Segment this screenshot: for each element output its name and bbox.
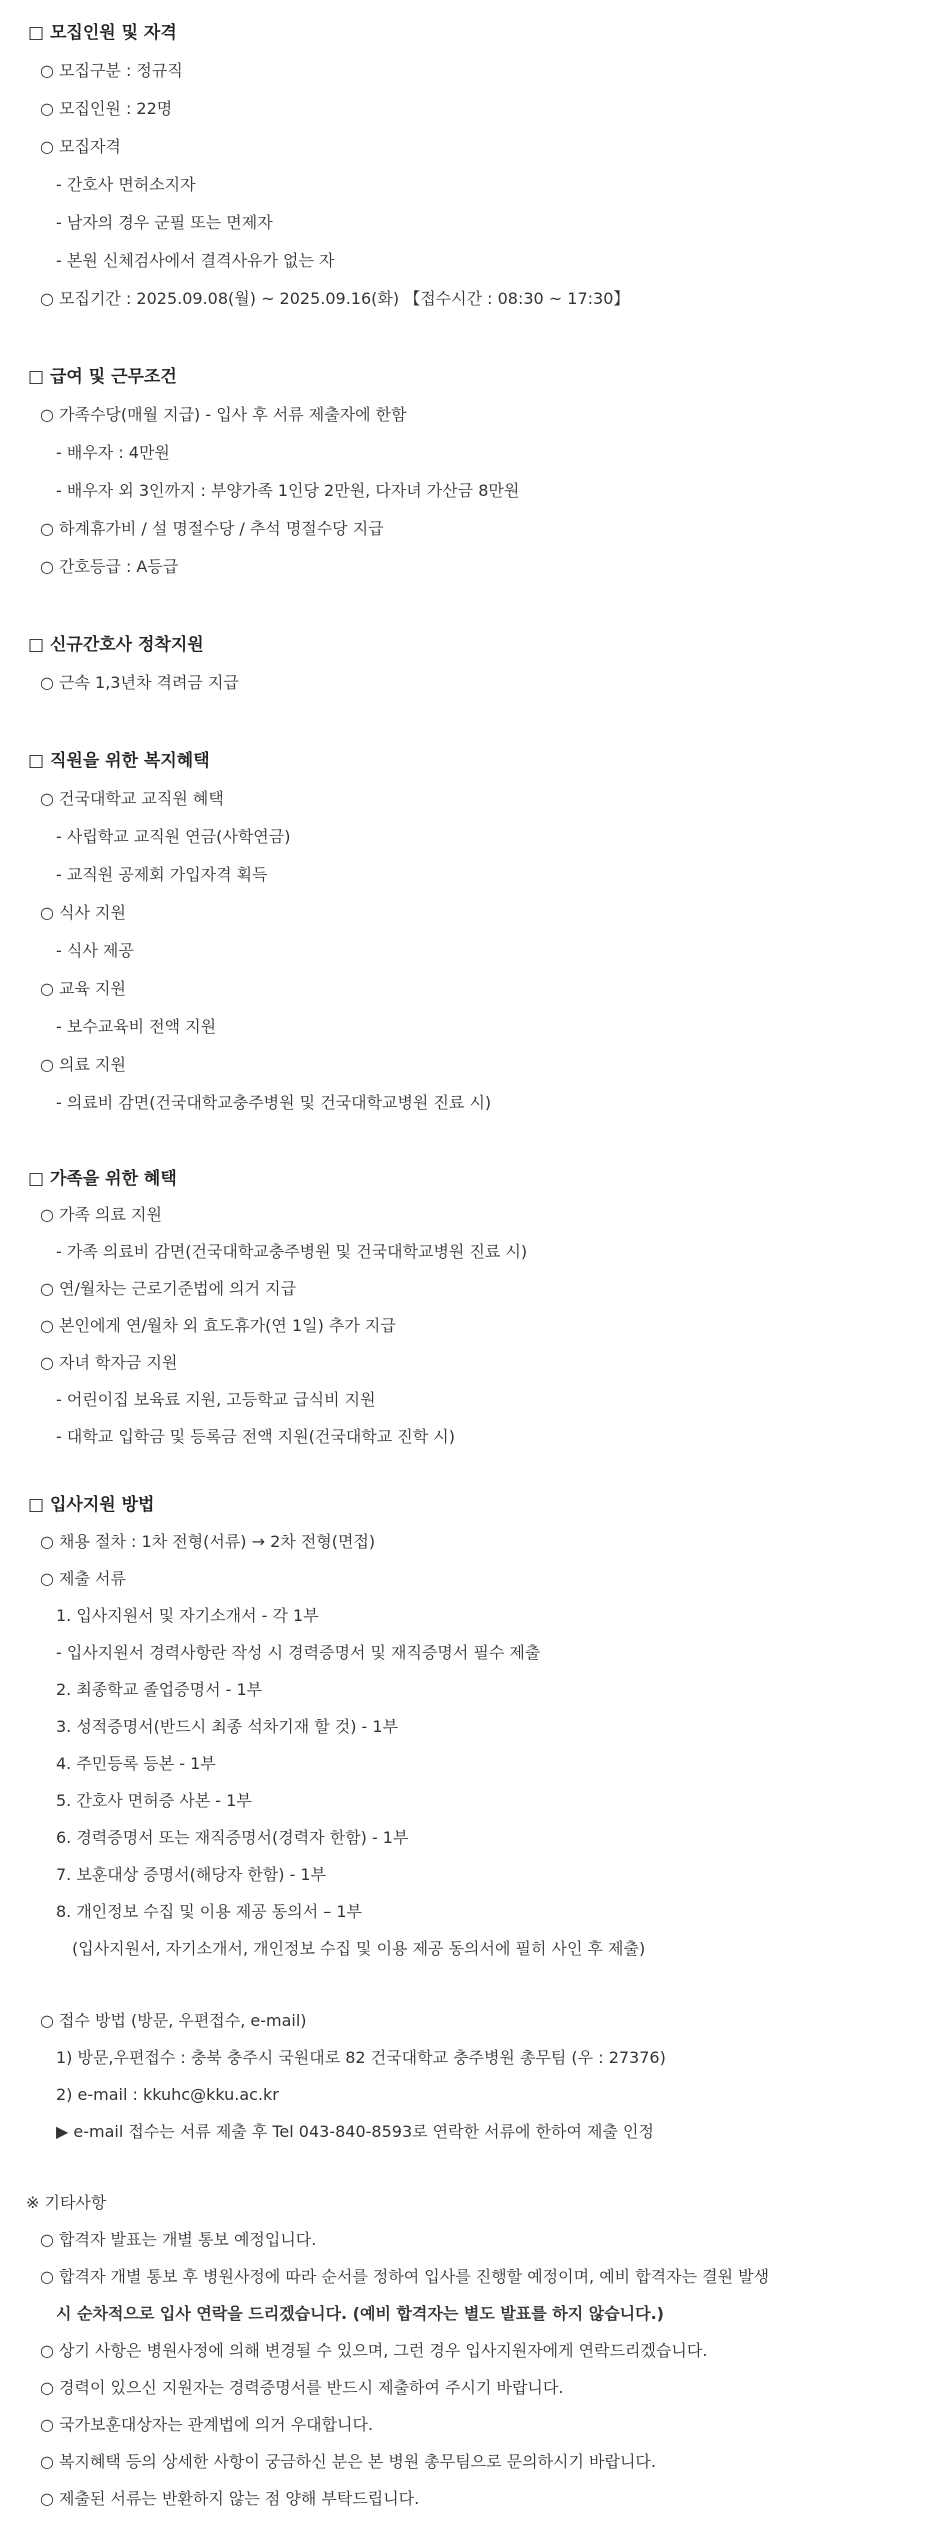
family-leave: ○ 본인에게 연/월차 외 효도휴가(연 1일) 추가 지급 [40, 1316, 396, 1335]
etc-item: ○ 국가보훈대상자는 관계법에 의거 우대합니다. [40, 2415, 374, 2434]
family-allowance: ○ 가족수당(매월 지급) - 입사 후 서류 제출자에 한함 [40, 405, 407, 424]
welfare-item: - 식사 제공 [56, 941, 134, 960]
document-item: 4. 주민등록 등본 - 1부 [56, 1754, 216, 1773]
section-title-new-nurse: □ 신규간호사 정착지원 [28, 635, 204, 655]
recruit-period: ○ 모집기간 : 2025.09.08(월) ~ 2025.09.16(화) 【접수시간 : 08:30 ~ 17:30】 [40, 289, 630, 308]
service-incentive: ○ 근속 1,3년차 격려금 지급 [40, 673, 239, 692]
dependents-allowance: - 배우자 외 3인까지 : 부양가족 1인당 2만원, 다자녀 가산금 8만원 [56, 481, 520, 500]
welfare-univ-title: ○ 건국대학교 교직원 혜택 [40, 789, 224, 808]
qualification-title: ○ 모집자격 [40, 137, 121, 156]
etc-item: ○ 상기 사항은 병원사정에 의해 변경될 수 있으며, 그런 경우 입사지원자에게 연락드리겠습니다. [40, 2341, 708, 2360]
document-note: - 입사지원서 경력사항란 작성 시 경력증명서 및 재직증명서 필수 제출 [56, 1643, 541, 1662]
etc-item: ○ 경력이 있으신 지원자는 경력증명서를 반드시 제출하여 주시기 바랍니다. [40, 2378, 564, 2397]
section-title-family: □ 가족을 위한 혜택 [28, 1169, 177, 1189]
section-title-etc: ※ 기타사항 [26, 2193, 107, 2212]
document-item: 2. 최종학교 졸업증명서 - 1부 [56, 1680, 263, 1699]
qualification-item: - 간호사 면허소지자 [56, 175, 196, 194]
recruit-count: ○ 모집인원 : 22명 [40, 99, 173, 118]
documents-title: ○ 제출 서류 [40, 1569, 126, 1588]
spouse-allowance: - 배우자 : 4만원 [56, 443, 170, 462]
welfare-item: - 교직원 공제회 가입자격 획득 [56, 865, 268, 884]
section-title-recruitment: □ 모집인원 및 자격 [28, 23, 177, 43]
holiday-allowance: ○ 하계휴가비 / 설 명절수당 / 추석 명절수당 지급 [40, 519, 384, 538]
family-item: - 어린이집 보육료 지원, 고등학교 급식비 지원 [56, 1390, 376, 1409]
family-leave: ○ 연/월차는 근로기준법에 의거 지급 [40, 1279, 297, 1298]
family-item: - 가족 의료비 감면(건국대학교충주병원 및 건국대학교병원 진료 시) [56, 1242, 528, 1261]
etc-item: ○ 합격자 발표는 개별 통보 예정입니다. [40, 2230, 317, 2249]
recruit-type: ○ 모집구분 : 정규직 [40, 61, 183, 80]
etc-item: ○ 합격자 개별 통보 후 병원사정에 따라 순서를 정하여 입사를 진행할 예정이며, 예비 합격자는 결원 발생 [40, 2267, 770, 2286]
submission-method-item: 1) 방문,우편접수 : 충북 충주시 국원대로 82 건국대학교 충주병원 총무팀 (우 : 27376) [56, 2048, 666, 2067]
section-title-apply: □ 입사지원 방법 [28, 1495, 155, 1515]
etc-item: ○ 제출된 서류는 반환하지 않는 점 양해 부탁드립니다. [40, 2489, 420, 2508]
family-medical-title: ○ 가족 의료 지원 [40, 1205, 162, 1224]
document-item: 6. 경력증명서 또는 재직증명서(경력자 한함) - 1부 [56, 1828, 409, 1847]
welfare-medical-title: ○ 의료 지원 [40, 1055, 126, 1074]
document-item: 1. 입사지원서 및 자기소개서 - 각 1부 [56, 1606, 319, 1625]
welfare-item: - 보수교육비 전액 지원 [56, 1017, 217, 1036]
etc-item: ○ 복지혜택 등의 상세한 사항이 궁금하신 분은 본 병원 총무팀으로 문의하시기 바랍니다. [40, 2452, 656, 2471]
document-item: 8. 개인정보 수집 및 이용 제공 동의서 – 1부 [56, 1902, 362, 1921]
qualification-item: - 남자의 경우 군필 또는 면제자 [56, 213, 273, 232]
family-item: - 대학교 입학금 및 등록금 전액 지원(건국대학교 진학 시) [56, 1427, 455, 1446]
qualification-item: - 본원 신체검사에서 결격사유가 없는 자 [56, 251, 335, 270]
welfare-edu-title: ○ 교육 지원 [40, 979, 126, 998]
nursing-grade: ○ 간호등급 : A등급 [40, 557, 179, 576]
hiring-process: ○ 채용 절차 : 1차 전형(서류) → 2차 전형(면접) [40, 1532, 376, 1551]
document-item: 3. 성적증명서(반드시 최종 석차기재 할 것) - 1부 [56, 1717, 399, 1736]
document-note: (입사지원서, 자기소개서, 개인정보 수집 및 이용 제공 동의서에 필히 사인 후 제출) [72, 1939, 646, 1958]
welfare-item: - 의료비 감면(건국대학교충주병원 및 건국대학교병원 진료 시) [56, 1093, 492, 1112]
section-title-pay: □ 급여 및 근무조건 [28, 367, 177, 387]
family-tuition-title: ○ 자녀 학자금 지원 [40, 1353, 178, 1372]
document-item: 5. 간호사 면허증 사본 - 1부 [56, 1791, 252, 1810]
submission-method-note: ▶ e-mail 접수는 서류 제출 후 Tel 043-840-8593로 연락한 서류에 한하여 제출 인정 [56, 2122, 654, 2141]
welfare-item: - 사립학교 교직원 연금(사학연금) [56, 827, 291, 846]
section-title-welfare: □ 직원을 위한 복지혜택 [28, 751, 210, 771]
submission-method-title: ○ 접수 방법 (방문, 우편접수, e-mail) [40, 2011, 307, 2030]
document-item: 7. 보훈대상 증명서(해당자 한함) - 1부 [56, 1865, 327, 1884]
welfare-meal-title: ○ 식사 지원 [40, 903, 126, 922]
etc-item-continued: 시 순차적으로 입사 연락을 드리겠습니다. (예비 합격자는 별도 발표를 하지 않습니다.) [56, 2304, 664, 2323]
submission-method-item: 2) e-mail : kkuhc@kku.ac.kr [56, 2085, 279, 2104]
